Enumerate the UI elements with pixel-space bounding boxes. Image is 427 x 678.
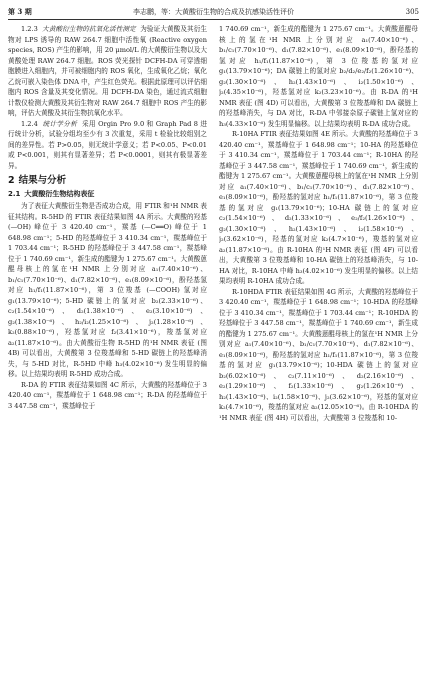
page-number: 305 [405,8,419,16]
subsection-number: 1.2.3 [21,25,38,33]
subsection-heading: 统计学分析 [42,119,78,128]
paragraph-r-5hd: 为了表征大黄酸衍生物是否成功合成，用 FTIR 和¹H NMR 表征其结构。R-5HD 的 FTIR 表征结果如图 4A 所示。大黄酸的羟基 (—OH) 峰位于 3 420.40 cm⁻¹，羰基 (—C══O) 峰位于 1 648.98 cm⁻¹；5-HD 的羟基峰位于 3 410.34 cm⁻¹，羰基峰位于 1 703.44 cm⁻¹；R-5HD 的羟基峰位于 3 447.58 cm⁻¹，羰基峰位于 1 740.69 cm⁻¹，新生成的酯键为 1 275.67 cm⁻¹。大黄酸蒽醌母核上的氢在¹H NMR 上分别对应 a₁(7.40×10⁻⁶)、b₁/c₁(7.70×10⁻⁶)、d₁(7.82×10⁻⁶)、e₁(8.09×10⁻⁶)，酚羟基氢对应 h₁/f₁(11.87×10⁻⁶)，第 3 位羧基 (—COOH) 氢对应 g₁(13.79×10⁻⁶)；5-HD 碳链上的氢对应 b₂(2.33×10⁻⁶)、c₂(1.54×10⁻⁶)、d₂(1.38×10⁻⁶)、e₂(3.10×10⁻⁶)、g₂(1.38×10⁻⁶)、h₂/i₂(1.25×10⁻⁶)、j₂(1.28×10⁻⁶)、k₂(0.88×10⁻⁶)，羟基氢对应 f₂(3.41×10⁻⁶)，羧基氢对应 a₂(11.87×10⁻⁶)。由大黄酸衍生物 R-5HD 的¹H NMR 表征 (图 4B) 可以看出，大黄酸第 3 位羧基峰和 5-HD 碳链上的羟基峰消失，与 5-HD 对比，R-5HD 中峰 h₃(4.02×10⁻⁶) 发生明显的偏移。以上结果均表明 R-5HD 成功合成。 [8,202,207,378]
subsection-number: 2.1 [8,190,21,198]
paragraph-1-2-4 [8,119,207,172]
subsection-heading-2-1 [8,189,207,200]
subsection-heading: 大黄酸衍生物的抗氧化活性测定 [42,25,136,33]
paragraph-r-da-cont: 1 740.69 cm⁻¹，新生成的酯键为 1 275.67 cm⁻¹。大黄酸蒽醌母核上的氢在¹H NMR 上分别对应 a₁(7.40×10⁻⁶)、b₁/c₁(7.70×10⁻⁶)、d₁(7.82×10⁻⁶)、e₁(8.09×10⁻⁶)，酚羟基的氢对应 h₁/f₁(11.87×10⁻⁶)，第 3 位羧基的氢对应 g₁(13.79×10⁻⁶)；DA 碳链上的氢对应 b₂/d₂/e₂/f₂(1.26×10⁻⁶)、g₂(1.30×10⁻⁶)、h₂(1.43×10⁻⁶)、i₂(1.50×10⁻⁶)、j₂(4.35×10⁻⁶)，羟基氢对应 k₂(3.23×10⁻⁶)。由 R-DA 的¹H NMR 表征 (图 4D) 可以看出，大黄酸第 3 位羧基峰和 DA 碳链上的羟基峰消失，与 DA 对比，R-DA 中邻接杂原子碳链上氢对应的 h₃(4.33×10⁻⁶) 发生明显偏移。以上结果均表明 R-DA 成功合成。 [219,25,418,128]
section-title: 结果与分析 [18,175,67,186]
paragraph-text: 采用 Orgin Pro 9.0 和 Graph Pad 8 进行统计分析，试验分组均至少有 3 次重复，采用 t 检验比较组别之间的差异性。若 P>0.05，则无统计学意义；若 P<0.05、P<0.01 或 P<0.001，则其有显著差异；若 P<0.0001，则其有极显著差异。 [8,119,207,170]
running-title: 李志鹏，等：大黄酸衍生物的合成及抗感染活性评价 [133,8,294,16]
right-column [219,24,418,672]
paragraph-text: 为验证大黄酸及其衍生物对 LPS 诱导的 RAW 264.7 细胞中活性氧 (Reactive oxygen species, ROS) 产生的影响，用 20 μmol/L 的大黄酸衍生物以及大黄酸处理 RAW 264.7 细胞。ROS 荧光探针 DCFH-DA 可穿透细胞膜进入细胞内，并可被细胞内的 ROS 氧化，生成氧化乙烷；氧化乙烷可嵌入染色体 DNA 中，产生红色荧光。根据此原理可以评估细胞内 ROS 含量及其变化情况。用 DCFH-DA 染色，通过流式细胞计数仪检测大黄酸及其衍生物对 RAW 264.7 细胞中 ROS 产生的影响，评估大黄酸及其衍生物抗氧化水平。 [8,25,207,117]
paragraph-r-da-start: R-DA 的 FTIR 表征结果如图 4C 所示，大黄酸的羟基峰位于 3 420.40 cm⁻¹，羰基峰位于 1 648.98 cm⁻¹；R-DA 的羟基峰位于 3 447.58 cm⁻¹，羰基峰位于 [8,380,207,410]
subsection-title: 大黄酸衍生物结构表征 [24,190,95,198]
paragraph-r-10ha: R-10HA FTIR 表征结果如图 4E 所示。大黄酸的羟基峰位于 3 420.40 cm⁻¹，羰基峰位于 1 648.98 cm⁻¹；10-HA 的羟基峰位于 3 410.34 cm⁻¹，羰基峰位于 1 703.44 cm⁻¹；R-10HA 的羟基峰位于 3 447.58 cm⁻¹，羰基峰位于 1 740.69 cm⁻¹，新生成的酯键为 1 275.67 cm⁻¹。大黄酸蒽醌母核上的氢在¹H NMR 上分别对应 a₁(7.40×10⁻⁶)、b₁/c₁(7.70×10⁻⁶)、d₁(7.82×10⁻⁶)、e₁(8.09×10⁻⁶)，酚羟基的氢对应 h₁/f₁(11.87×10⁻⁶)，第 3 位羧基的氢对应 g₁(13.79×10⁻⁶)；10-HA 碳链上的氢对应 c₂(1.54×10⁻⁶)、d₂(1.33×10⁻⁶)、e₂/f₂(1.26×10⁻⁶)、g₂(1.30×10⁻⁶)、h₂(1.43×10⁻⁶)、i₂(1.58×10⁻⁶)、j₂(3.62×10⁻⁶)，羟基的氢对应 k₂(4.7×10⁻⁶)，羧基的氢对应 a₂(11.87×10⁻⁶)。由 R-10HA 的¹H NMR 表征 (图 4F) 可以看出，大黄酸第 3 位羧基峰和 10-HA 碳链上的羟基峰消失，与 10-HA 对比，R-10HA 中峰 h₃(4.02×10⁻⁶) 发生明显的偏移。以上结果均表明 R-10HA 成功合成。 [219,130,418,285]
section-heading [8,174,207,188]
issue-number: 第 3 期 [8,7,32,16]
subsection-number: 1.2.4 [21,119,38,128]
running-header [8,5,419,20]
paragraph-1-2-3 [8,24,207,119]
left-column [8,24,207,672]
paragraph-r-10hda: R-10HDA FTIR 表征结果如图 4G 所示，大黄酸的羟基峰位于 3 420.40 cm⁻¹，羰基峰位于 1 648.98 cm⁻¹；10-HDA 的羟基峰位于 3 410.34 cm⁻¹，羰基峰位于 1 703.44 cm⁻¹；R-10HDA 的羟基峰位于 3 447.58 cm⁻¹，羰基峰位于 1 740.69 cm⁻¹，新生成的酯键为 1 275.67 cm⁻¹。大黄酸蒽醌母核上的氢在¹H NMR 上分别对应 a₁(7.40×10⁻⁶)、b₁/c₁(7.70×10⁻⁶)、d₁(7.82×10⁻⁶)、e₁(8.09×10⁻⁶)，酚羟基的氢对应 h₁/f₁(11.87×10⁻⁶)，第 3 位羧基的氢对应 g₁(13.79×10⁻⁶)；10-HDA 碳链上的氢对应 b₂(6.02×10⁻⁶)、c₂(7.11×10⁻⁶)、d₂(2.16×10⁻⁶)、e₂(1.29×10⁻⁶)、f₂(1.33×10⁻⁶)、g₂(1.26×10⁻⁶)、h₂(1.43×10⁻⁶)、i₂(1.58×10⁻⁶)、j₂(3.62×10⁻⁶)，羟基的氢对应 k₂(4.7×10⁻⁶)，羧基的氢对应 a₂(12.05×10⁻⁶)。由 R-10HDA 的¹H NMR 表征 (图 4H) 可以看出，大黄酸第 3 位羧基和 10- [219,287,418,422]
section-number: 2 [8,175,15,186]
